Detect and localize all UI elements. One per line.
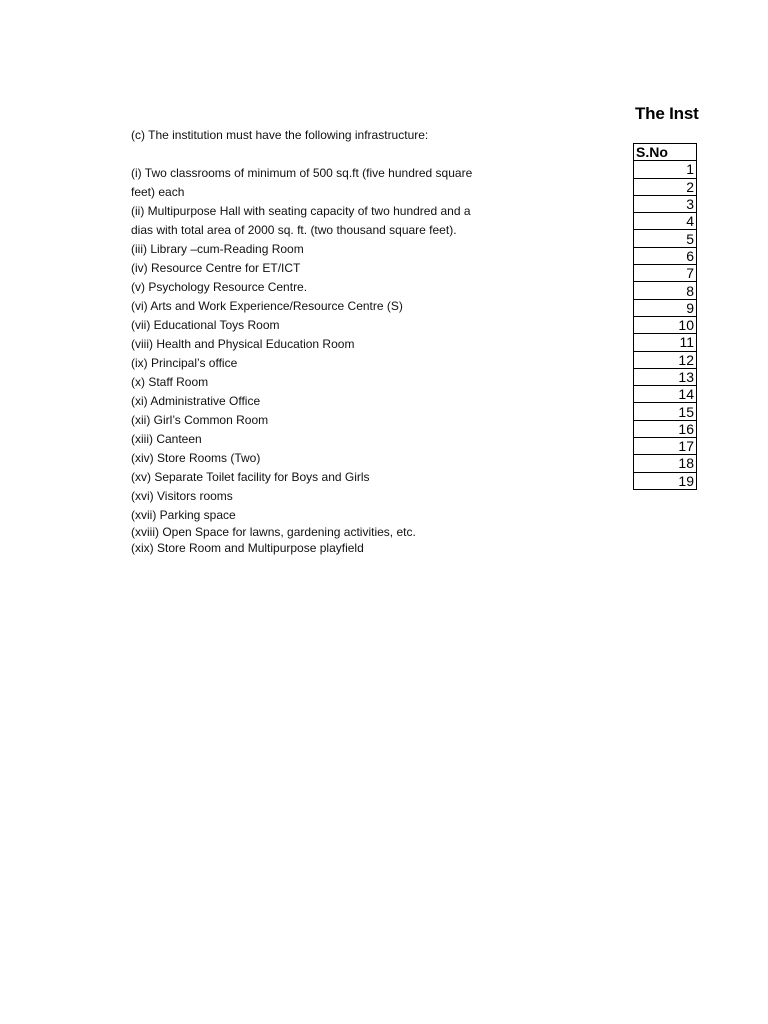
list-item: (ii) Multipurpose Hall with seating capacity of two hundred and a <box>131 204 471 218</box>
list-item: (xvii) Parking space <box>131 508 236 522</box>
page-title: The Inst <box>635 104 699 123</box>
table-cell: 2 <box>634 178 697 195</box>
table-cell: 15 <box>634 403 697 420</box>
list-item: (xix) Store Room and Multipurpose playfield <box>131 540 364 555</box>
table-cell: 9 <box>634 299 697 316</box>
table-cell: 17 <box>634 438 697 455</box>
list-item: (iii) Library –cum-Reading Room <box>131 242 304 256</box>
list-item: (xii) Girl’s Common Room <box>131 413 269 427</box>
table-cell: 12 <box>634 351 697 368</box>
list-item: (iv) Resource Centre for ET/ICT <box>131 261 301 275</box>
table-cell: 4 <box>634 213 697 230</box>
table-cell: 16 <box>634 420 697 437</box>
list-item: (i) Two classrooms of minimum of 500 sq.ft (five hundred square <box>131 166 473 180</box>
table-cell: 14 <box>634 386 697 403</box>
table-cell: 5 <box>634 230 697 247</box>
list-item: (vii) Educational Toys Room <box>131 318 280 332</box>
table-cell: 7 <box>634 265 697 282</box>
list-item: (xviii) Open Space for lawns, gardening activities, etc. <box>131 525 416 539</box>
list-item: (xiii) Canteen <box>131 432 202 446</box>
list-item: feet) each <box>131 185 185 199</box>
spacer <box>131 145 511 164</box>
list-item: (xi) Administrative Office <box>131 394 261 408</box>
list-item: (ix) Principal’s office <box>131 356 238 370</box>
list-item: (xvi) Visitors rooms <box>131 489 233 503</box>
list-item: (viii) Health and Physical Education Room <box>131 337 355 351</box>
intro-text: (c) The institution must have the following infrastructure: <box>131 128 429 142</box>
list-item: dias with total area of 2000 sq. ft. (two thousand square feet). <box>131 223 457 237</box>
table-cell: 18 <box>634 455 697 472</box>
table-cell: 13 <box>634 368 697 385</box>
table-header: S.No <box>634 144 697 161</box>
table-cell: 6 <box>634 247 697 264</box>
table-cell: 11 <box>634 334 697 351</box>
list-item: (x) Staff Room <box>131 375 209 389</box>
list-item: (v) Psychology Resource Centre. <box>131 280 308 294</box>
table-cell: 10 <box>634 316 697 333</box>
serial-number-table <box>633 143 697 490</box>
table-cell: 19 <box>634 472 697 489</box>
table-cell: 1 <box>634 161 697 178</box>
table-cell: 3 <box>634 195 697 212</box>
list-item: (vi) Arts and Work Experience/Resource Centre (S) <box>131 299 403 313</box>
table-cell: 8 <box>634 282 697 299</box>
infrastructure-list <box>131 126 511 556</box>
list-item: (xv) Separate Toilet facility for Boys and Girls <box>131 470 370 484</box>
list-item: (xiv) Store Rooms (Two) <box>131 451 261 465</box>
